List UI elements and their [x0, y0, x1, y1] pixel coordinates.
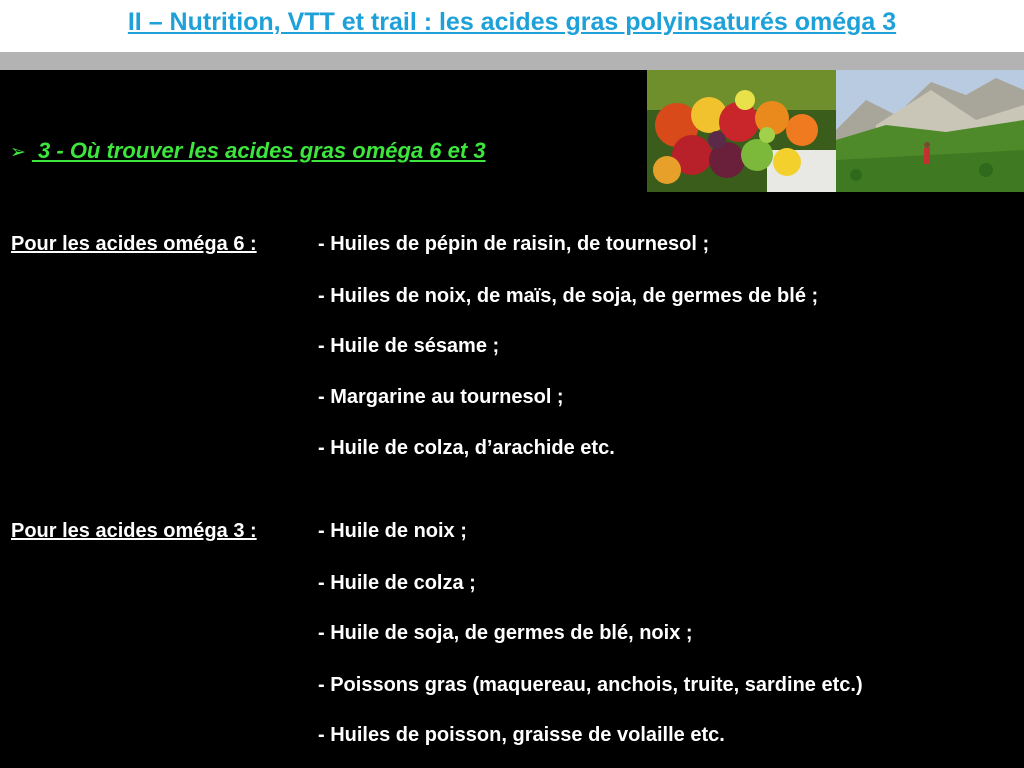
mountain-trail-photo	[836, 70, 1024, 192]
omega3-item: - Huile de soja, de germes de blé, noix ;	[318, 622, 693, 644]
omega6-item: - Huiles de pépin de raisin, de tournesol ;	[318, 233, 710, 255]
omega6-label: Pour les acides oméga 6 :	[11, 233, 257, 255]
omega3-item: - Huiles de poisson, graisse de volaille etc.	[318, 724, 725, 746]
slide-title: II – Nutrition, VTT et trail : les acides gras polyinsaturés oméga 3	[127, 8, 897, 36]
omega6-item: - Margarine au tournesol ;	[318, 386, 564, 408]
omega6-item: - Huile de sésame ;	[318, 335, 500, 357]
omega6-item: - Huile de colza, d’arachide etc.	[318, 437, 615, 459]
fruit-basket-photo	[647, 70, 836, 192]
arrow-bullet-icon: ➢	[10, 142, 26, 163]
section-subheading: ➢ 3 - Où trouver les acides gras oméga 6 et 3	[10, 138, 486, 163]
omega6-item: - Huiles de noix, de maïs, de soja, de germes de blé ;	[318, 285, 819, 307]
title-bar	[0, 0, 1024, 52]
omega3-label: Pour les acides oméga 3 :	[11, 520, 257, 542]
title-divider-band	[0, 52, 1024, 70]
omega3-item: - Poissons gras (maquereau, anchois, truite, sardine etc.)	[318, 674, 863, 696]
omega3-item: - Huile de colza ;	[318, 572, 476, 594]
omega3-item: - Huile de noix ;	[318, 520, 467, 542]
